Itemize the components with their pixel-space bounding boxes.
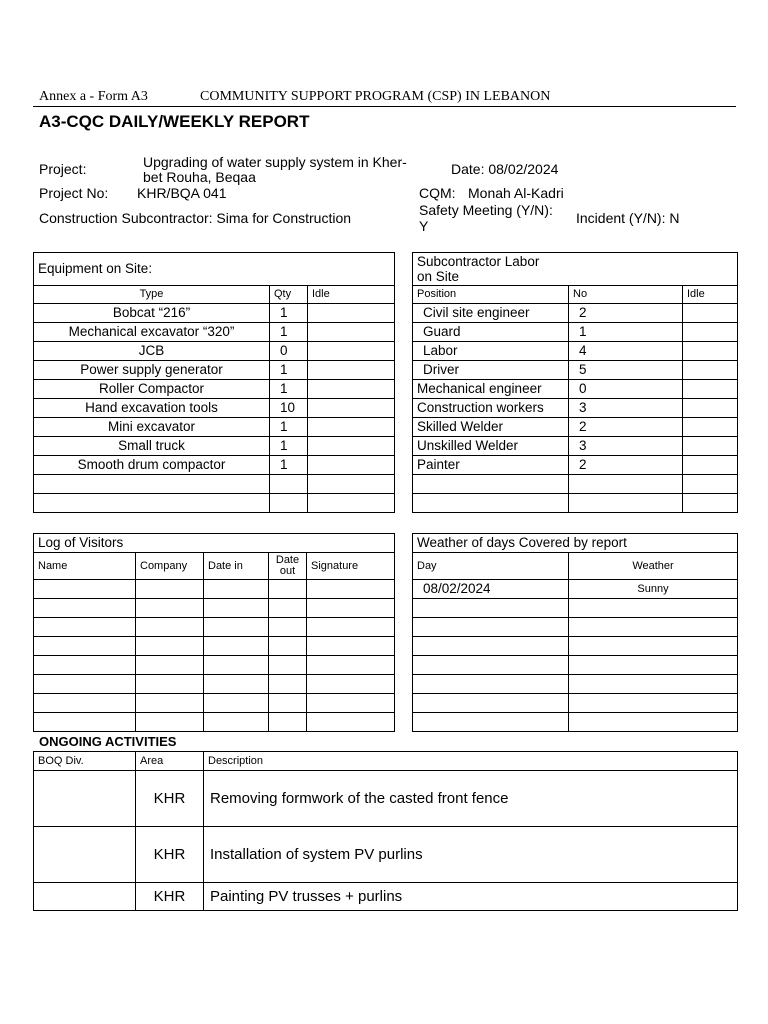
weather-value bbox=[569, 694, 738, 713]
labor-row bbox=[413, 437, 738, 456]
weather-row bbox=[413, 656, 738, 675]
visitor-row bbox=[34, 713, 395, 732]
equipment-type: Power supply generator bbox=[34, 361, 270, 380]
labor-row bbox=[413, 342, 738, 361]
weather-day bbox=[413, 713, 569, 732]
visitor-date-out bbox=[269, 618, 307, 637]
equipment-idle bbox=[308, 342, 395, 361]
labor-header-idle: Idle bbox=[683, 286, 738, 304]
labor-no: 3 bbox=[569, 437, 683, 456]
activities-header-description: Description bbox=[204, 752, 738, 771]
activities-header-area: Area bbox=[136, 752, 204, 771]
visitor-company bbox=[136, 713, 204, 732]
subcontractor-info: Construction Subcontractor: Sima for Construction bbox=[39, 210, 352, 226]
equipment-qty: 1 bbox=[270, 437, 308, 456]
equipment-qty: 1 bbox=[270, 323, 308, 342]
visitor-name bbox=[34, 656, 136, 675]
equipment-row bbox=[34, 342, 395, 361]
weather-value bbox=[569, 599, 738, 618]
visitor-date-in bbox=[204, 675, 269, 694]
weather-value: Sunny bbox=[569, 580, 738, 599]
visitor-date-in bbox=[204, 637, 269, 656]
labor-idle bbox=[683, 323, 738, 342]
incident-info: Incident (Y/N): N bbox=[576, 210, 680, 226]
visitor-company bbox=[136, 580, 204, 599]
labor-row bbox=[413, 475, 738, 494]
project-value-line2: bet Rouha, Beqaa bbox=[143, 169, 256, 185]
labor-header-position: Position bbox=[413, 286, 569, 304]
weather-value bbox=[569, 637, 738, 656]
labor-no: 1 bbox=[569, 323, 683, 342]
equipment-type bbox=[34, 475, 270, 494]
weather-header-weather: Weather bbox=[569, 553, 738, 580]
visitor-name bbox=[34, 675, 136, 694]
weather-row bbox=[413, 618, 738, 637]
labor-position: Painter bbox=[413, 456, 569, 475]
visitor-name bbox=[34, 599, 136, 618]
labor-idle bbox=[683, 437, 738, 456]
project-label: Project: bbox=[39, 161, 87, 177]
labor-idle bbox=[683, 475, 738, 494]
visitor-date-in bbox=[204, 580, 269, 599]
labor-idle bbox=[683, 418, 738, 437]
visitor-date-in bbox=[204, 599, 269, 618]
visitors-header-date-out: Date out bbox=[269, 553, 307, 580]
equipment-type: Mechanical excavator “320” bbox=[34, 323, 270, 342]
labor-header-no: No bbox=[569, 286, 683, 304]
equipment-type: JCB bbox=[34, 342, 270, 361]
visitor-signature bbox=[307, 656, 395, 675]
labor-row bbox=[413, 494, 738, 513]
labor-no bbox=[569, 475, 683, 494]
labor-no: 0 bbox=[569, 380, 683, 399]
visitor-name bbox=[34, 618, 136, 637]
activities-header-boq: BOQ Div. bbox=[34, 752, 136, 771]
equipment-idle bbox=[308, 494, 395, 513]
weather-day bbox=[413, 675, 569, 694]
visitor-company bbox=[136, 694, 204, 713]
equipment-type: Mini excavator bbox=[34, 418, 270, 437]
equipment-idle bbox=[308, 304, 395, 323]
equipment-row bbox=[34, 494, 395, 513]
labor-row bbox=[413, 380, 738, 399]
visitors-header-company: Company bbox=[136, 553, 204, 580]
visitor-row bbox=[34, 656, 395, 675]
report-date: Date: 08/02/2024 bbox=[451, 161, 559, 177]
equipment-qty: 1 bbox=[270, 418, 308, 437]
equipment-qty: 0 bbox=[270, 342, 308, 361]
labor-no: 2 bbox=[569, 456, 683, 475]
labor-position: Civil site engineer bbox=[413, 304, 569, 323]
equipment-idle bbox=[308, 361, 395, 380]
visitor-date-out bbox=[269, 713, 307, 732]
visitor-date-out bbox=[269, 675, 307, 694]
activity-area: KHR bbox=[136, 827, 204, 883]
labor-idle bbox=[683, 399, 738, 418]
labor-idle bbox=[683, 304, 738, 323]
activities-title: ONGOING ACTIVITIES bbox=[39, 734, 177, 749]
weather-day: 08/02/2024 bbox=[413, 580, 569, 599]
visitor-company bbox=[136, 599, 204, 618]
visitor-signature bbox=[307, 713, 395, 732]
header-rule bbox=[33, 106, 736, 107]
activities-table bbox=[33, 751, 738, 911]
equipment-row bbox=[34, 456, 395, 475]
equipment-qty: 1 bbox=[270, 380, 308, 399]
visitor-company bbox=[136, 637, 204, 656]
visitor-date-out bbox=[269, 694, 307, 713]
activity-description: Removing formwork of the casted front fence bbox=[204, 771, 738, 827]
equipment-type: Smooth drum compactor bbox=[34, 456, 270, 475]
labor-position bbox=[413, 475, 569, 494]
labor-position: Construction workers bbox=[413, 399, 569, 418]
equipment-idle bbox=[308, 475, 395, 494]
program-title: COMMUNITY SUPPORT PROGRAM (CSP) IN LEBANON bbox=[200, 89, 551, 104]
visitor-date-out bbox=[269, 599, 307, 618]
visitor-date-out bbox=[269, 656, 307, 675]
visitors-title: Log of Visitors bbox=[34, 534, 395, 553]
activity-boq bbox=[34, 883, 136, 911]
labor-position: Unskilled Welder bbox=[413, 437, 569, 456]
labor-row bbox=[413, 304, 738, 323]
equipment-idle bbox=[308, 418, 395, 437]
visitor-date-in bbox=[204, 618, 269, 637]
labor-position bbox=[413, 494, 569, 513]
weather-row bbox=[413, 675, 738, 694]
visitors-table bbox=[33, 533, 395, 732]
equipment-row bbox=[34, 399, 395, 418]
labor-no: 2 bbox=[569, 304, 683, 323]
visitor-row bbox=[34, 618, 395, 637]
labor-idle bbox=[683, 494, 738, 513]
equipment-idle bbox=[308, 323, 395, 342]
visitor-signature bbox=[307, 675, 395, 694]
equipment-idle bbox=[308, 437, 395, 456]
labor-idle bbox=[683, 361, 738, 380]
labor-position: Labor bbox=[413, 342, 569, 361]
labor-position: Driver bbox=[413, 361, 569, 380]
activity-row bbox=[34, 771, 738, 827]
weather-row bbox=[413, 599, 738, 618]
visitor-company bbox=[136, 675, 204, 694]
visitors-header-signature: Signature bbox=[307, 553, 395, 580]
weather-header-day: Day bbox=[413, 553, 569, 580]
equipment-idle bbox=[308, 399, 395, 418]
visitor-signature bbox=[307, 599, 395, 618]
cqm-value: Monah Al-Kadri bbox=[468, 185, 564, 201]
labor-title-line1: Subcontractor Labor bbox=[417, 254, 540, 269]
labor-no: 2 bbox=[569, 418, 683, 437]
labor-row bbox=[413, 323, 738, 342]
visitor-company bbox=[136, 656, 204, 675]
equipment-row bbox=[34, 418, 395, 437]
visitor-name bbox=[34, 580, 136, 599]
labor-position: Guard bbox=[413, 323, 569, 342]
visitor-row bbox=[34, 599, 395, 618]
weather-value bbox=[569, 656, 738, 675]
visitor-signature bbox=[307, 637, 395, 656]
labor-idle bbox=[683, 456, 738, 475]
visitor-row bbox=[34, 694, 395, 713]
weather-day bbox=[413, 637, 569, 656]
visitor-name bbox=[34, 694, 136, 713]
labor-no bbox=[569, 494, 683, 513]
weather-value bbox=[569, 618, 738, 637]
visitor-date-in bbox=[204, 656, 269, 675]
visitor-row bbox=[34, 580, 395, 599]
equipment-type: Hand excavation tools bbox=[34, 399, 270, 418]
visitor-date-in bbox=[204, 694, 269, 713]
equipment-qty: 1 bbox=[270, 361, 308, 380]
weather-table bbox=[412, 533, 738, 732]
labor-row bbox=[413, 418, 738, 437]
safety-meeting-value: Y bbox=[419, 218, 429, 234]
equipment-title: Equipment on Site: bbox=[34, 253, 395, 286]
visitor-company bbox=[136, 618, 204, 637]
activity-area: KHR bbox=[136, 883, 204, 911]
equipment-header-idle: Idle bbox=[308, 286, 395, 304]
labor-no: 5 bbox=[569, 361, 683, 380]
annex-label: Annex a - Form A3 bbox=[39, 89, 148, 104]
equipment-qty bbox=[270, 475, 308, 494]
activity-description: Installation of system PV purlins bbox=[204, 827, 738, 883]
project-no-value: KHR/BQA 041 bbox=[137, 185, 227, 201]
visitors-header-name: Name bbox=[34, 553, 136, 580]
visitor-date-out bbox=[269, 637, 307, 656]
equipment-row bbox=[34, 304, 395, 323]
equipment-qty: 1 bbox=[270, 304, 308, 323]
labor-row bbox=[413, 456, 738, 475]
visitor-signature bbox=[307, 618, 395, 637]
weather-title: Weather of days Covered by report bbox=[413, 534, 738, 553]
weather-value bbox=[569, 675, 738, 694]
weather-day bbox=[413, 694, 569, 713]
weather-day bbox=[413, 599, 569, 618]
weather-day bbox=[413, 618, 569, 637]
labor-idle bbox=[683, 380, 738, 399]
project-value-line1: Upgrading of water supply system in Kher- bbox=[143, 154, 407, 170]
labor-row bbox=[413, 399, 738, 418]
weather-day bbox=[413, 656, 569, 675]
activity-area: KHR bbox=[136, 771, 204, 827]
weather-row bbox=[413, 637, 738, 656]
equipment-row bbox=[34, 361, 395, 380]
weather-value bbox=[569, 713, 738, 732]
weather-row bbox=[413, 694, 738, 713]
cqm-label: CQM: bbox=[419, 185, 456, 201]
activity-boq bbox=[34, 771, 136, 827]
activity-boq bbox=[34, 827, 136, 883]
project-no-label: Project No: bbox=[39, 185, 109, 201]
equipment-header-qty: Qty bbox=[270, 286, 308, 304]
weather-row bbox=[413, 713, 738, 732]
visitor-name bbox=[34, 637, 136, 656]
labor-position: Skilled Welder bbox=[413, 418, 569, 437]
equipment-header-type: Type bbox=[34, 286, 270, 304]
equipment-row bbox=[34, 475, 395, 494]
activity-row bbox=[34, 883, 738, 911]
equipment-qty: 10 bbox=[270, 399, 308, 418]
equipment-type bbox=[34, 494, 270, 513]
labor-table bbox=[412, 252, 738, 513]
equipment-type: Roller Compactor bbox=[34, 380, 270, 399]
activity-description: Painting PV trusses + purlins bbox=[204, 883, 738, 911]
equipment-row bbox=[34, 380, 395, 399]
visitors-header-date-in: Date in bbox=[204, 553, 269, 580]
labor-idle bbox=[683, 342, 738, 361]
visitor-row bbox=[34, 675, 395, 694]
equipment-idle bbox=[308, 456, 395, 475]
equipment-type: Small truck bbox=[34, 437, 270, 456]
labor-title-line2: on Site bbox=[417, 269, 460, 284]
labor-no: 3 bbox=[569, 399, 683, 418]
equipment-idle bbox=[308, 380, 395, 399]
equipment-row bbox=[34, 437, 395, 456]
equipment-row bbox=[34, 323, 395, 342]
labor-title bbox=[413, 253, 738, 286]
safety-meeting-label: Safety Meeting (Y/N): bbox=[419, 202, 553, 218]
visitor-row bbox=[34, 637, 395, 656]
equipment-qty bbox=[270, 494, 308, 513]
activity-row bbox=[34, 827, 738, 883]
visitor-date-in bbox=[204, 713, 269, 732]
report-title: A3-CQC DAILY/WEEKLY REPORT bbox=[39, 112, 310, 131]
equipment-qty: 1 bbox=[270, 456, 308, 475]
visitor-signature bbox=[307, 694, 395, 713]
visitor-date-out bbox=[269, 580, 307, 599]
labor-no: 4 bbox=[569, 342, 683, 361]
equipment-table bbox=[33, 252, 395, 513]
visitor-name bbox=[34, 713, 136, 732]
labor-row bbox=[413, 361, 738, 380]
equipment-type: Bobcat “216” bbox=[34, 304, 270, 323]
weather-row bbox=[413, 580, 738, 599]
visitor-signature bbox=[307, 580, 395, 599]
labor-position: Mechanical engineer bbox=[413, 380, 569, 399]
